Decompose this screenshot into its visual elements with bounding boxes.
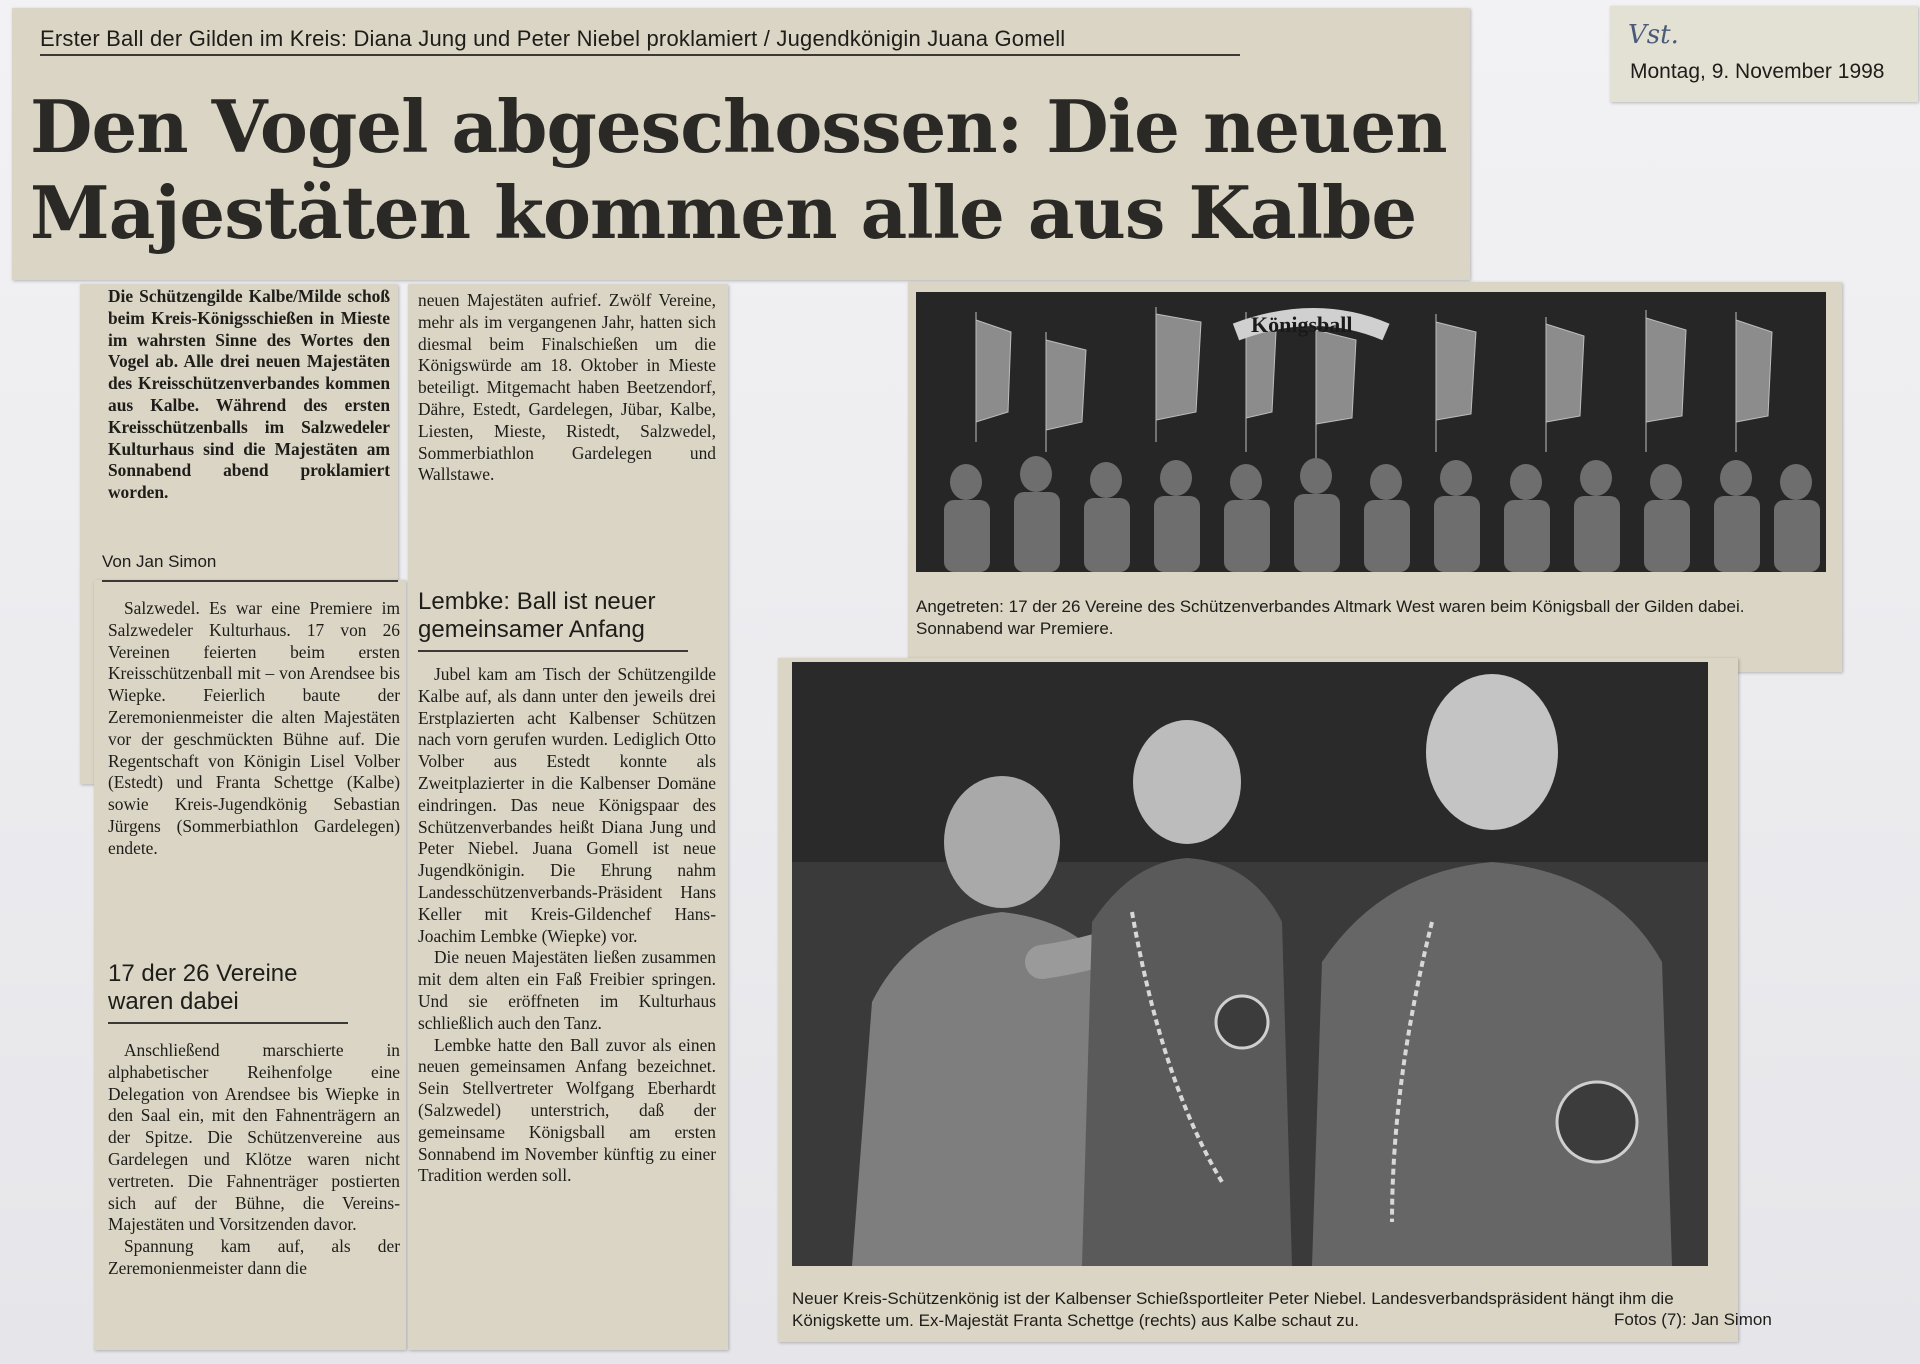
article-body-2b — [418, 664, 716, 1187]
investiture-photo — [792, 662, 1708, 1266]
group-photo — [916, 292, 1826, 572]
photo1-caption: Angetreten: 17 der 26 Vereine des Schützenverbandes Altmark West waren beim Königsball der Gilden dabei. Sonnabend war Premiere. — [916, 597, 1745, 638]
banner-text: Königsball — [1251, 312, 1353, 337]
article-body-2: neuen Majestäten aufrief. Zwölf Vereine, mehr als im vergangenen Jahr, hatten sich diesmal beim Finalschießen um die Königswürde am 18. Oktober in Mieste beteiligt. Mitgemacht haben Beetzendorf, Dähre, Estedt, Gardelegen, Jübar, Kalbe, Liesten, Mieste, Ristedt, Salzwedel, Sommerbiathlon Gardelegen und Wallstawe. — [418, 290, 716, 485]
handwritten-note: Vst. — [1628, 20, 1679, 50]
group-photo-illustration — [916, 292, 1826, 572]
paragraph: Jubel kam am Tisch der Schützengilde Kalbe auf, als dann unter den jeweils drei Erstplazierten acht Kalbenser Schützen nach vorn gerufen wurden. Lediglich Otto Volber aus Estedt konnte als Zweitplazierter in die Kalbenser Domäne eindringen. Das neue Königspaar des Schützenverbandes heißt Diana Jung und Peter Niebel. Juana Gomell ist neue Jugendkönigin. Die Ehrung nahm Landesschützenverbands-Präsident Hans Keller mit Kreis-Gildenchef Hans-Joachim Lembke (Wiepke) vor. — [418, 664, 716, 946]
article-body-1: Salzwedel. Es war eine Premiere im Salzwedeler Kulturhaus. 17 von 26 Vereinen feierten beim ersten Kreisschützenball mit – von Arendsee bis Wiepke. Feierlich baute der Zeremonienmeister die alten Majestäten vor der geschmückten Bühne auf. Die Regentschaft von Königin Lisel Volber (Estedt) und Franta Schettge (Kalbe) sowie Kreis-Jugendkönig Sebastian Jürgens (Sommerbiathlon Gardelegen) endete. — [108, 598, 400, 858]
headline — [30, 84, 1460, 256]
investiture-photo-illustration — [792, 662, 1708, 1266]
byline: Von Jan Simon — [102, 552, 398, 582]
paragraph: Die neuen Majestäten ließen zusammen mit dem alten ein Faß Freibier springen. Und sie eröffneten im Kulturhaus schließlich auch den Tanz. — [418, 947, 716, 1033]
paragraph: Anschließend marschierte in alphabetischer Reihenfolge eine Delegation von Arendsee bis Wiepke in den Saal ein, mit den Fahnenträgern an der Spitze. Die Schützenvereine aus Gardelegen und Klötze waren nicht vertreten. Die Fahnenträger postierten sich auf der Bühne, die Vereins-Majestäten und Vorsitzenden davor. — [108, 1040, 400, 1235]
headline-line-1: Den Vogel abgeschossen: Die neuen — [30, 84, 1447, 169]
photo2-caption: Neuer Kreis-Schützenkönig ist der Kalbenser Schießsportleiter Peter Niebel. Landesverbandspräsident hängt ihm die Königskette um. Ex-Majestät Franta Schettge (rechts) aus Kalbe schaut zu. — [792, 1289, 1674, 1330]
article-lead: Die Schützengilde Kalbe/Milde schoß beim Kreis-Königsschießen in Mieste im wahrsten Sinne des Wortes den Vogel ab. Alle drei neuen Majestäten des Kreisschützenverbandes kommen aus Kalbe. Während des ersten Kreisschützenballs im Salzwedeler Kulturhaus sind die Majestäten am Sonnabend abend proklamiert worden. — [108, 286, 390, 503]
subheading-1: 17 der 26 Vereine waren dabei — [108, 960, 348, 1024]
kicker-line: Erster Ball der Gilden im Kreis: Diana Jung und Peter Niebel proklamiert / Jugendkönigin Juana Gomell — [40, 26, 1240, 56]
article-body-1b — [108, 1040, 400, 1280]
paragraph: Lembke hatte den Ball zuvor als einen neuen gemeinsamen Anfang bezeichnet. Sein Stellvertreter Wolfgang Eberhardt (Salzwedel) unterstrich, daß der gemeinsame Königsball am ersten Sonnabend im November künftig zu einer Tradition werden soll. — [418, 1034, 716, 1186]
photo-credit: Fotos (7): Jan Simon — [1614, 1310, 1772, 1329]
publication-date: Montag, 9. November 1998 — [1630, 60, 1885, 83]
paragraph: Spannung kam auf, als der Zeremonienmeister dann die — [108, 1236, 400, 1278]
subheading-2: Lembke: Ball ist neuer gemeinsamer Anfang — [418, 588, 688, 652]
headline-line-2: Majestäten kommen alle aus Kalbe — [30, 170, 1417, 255]
